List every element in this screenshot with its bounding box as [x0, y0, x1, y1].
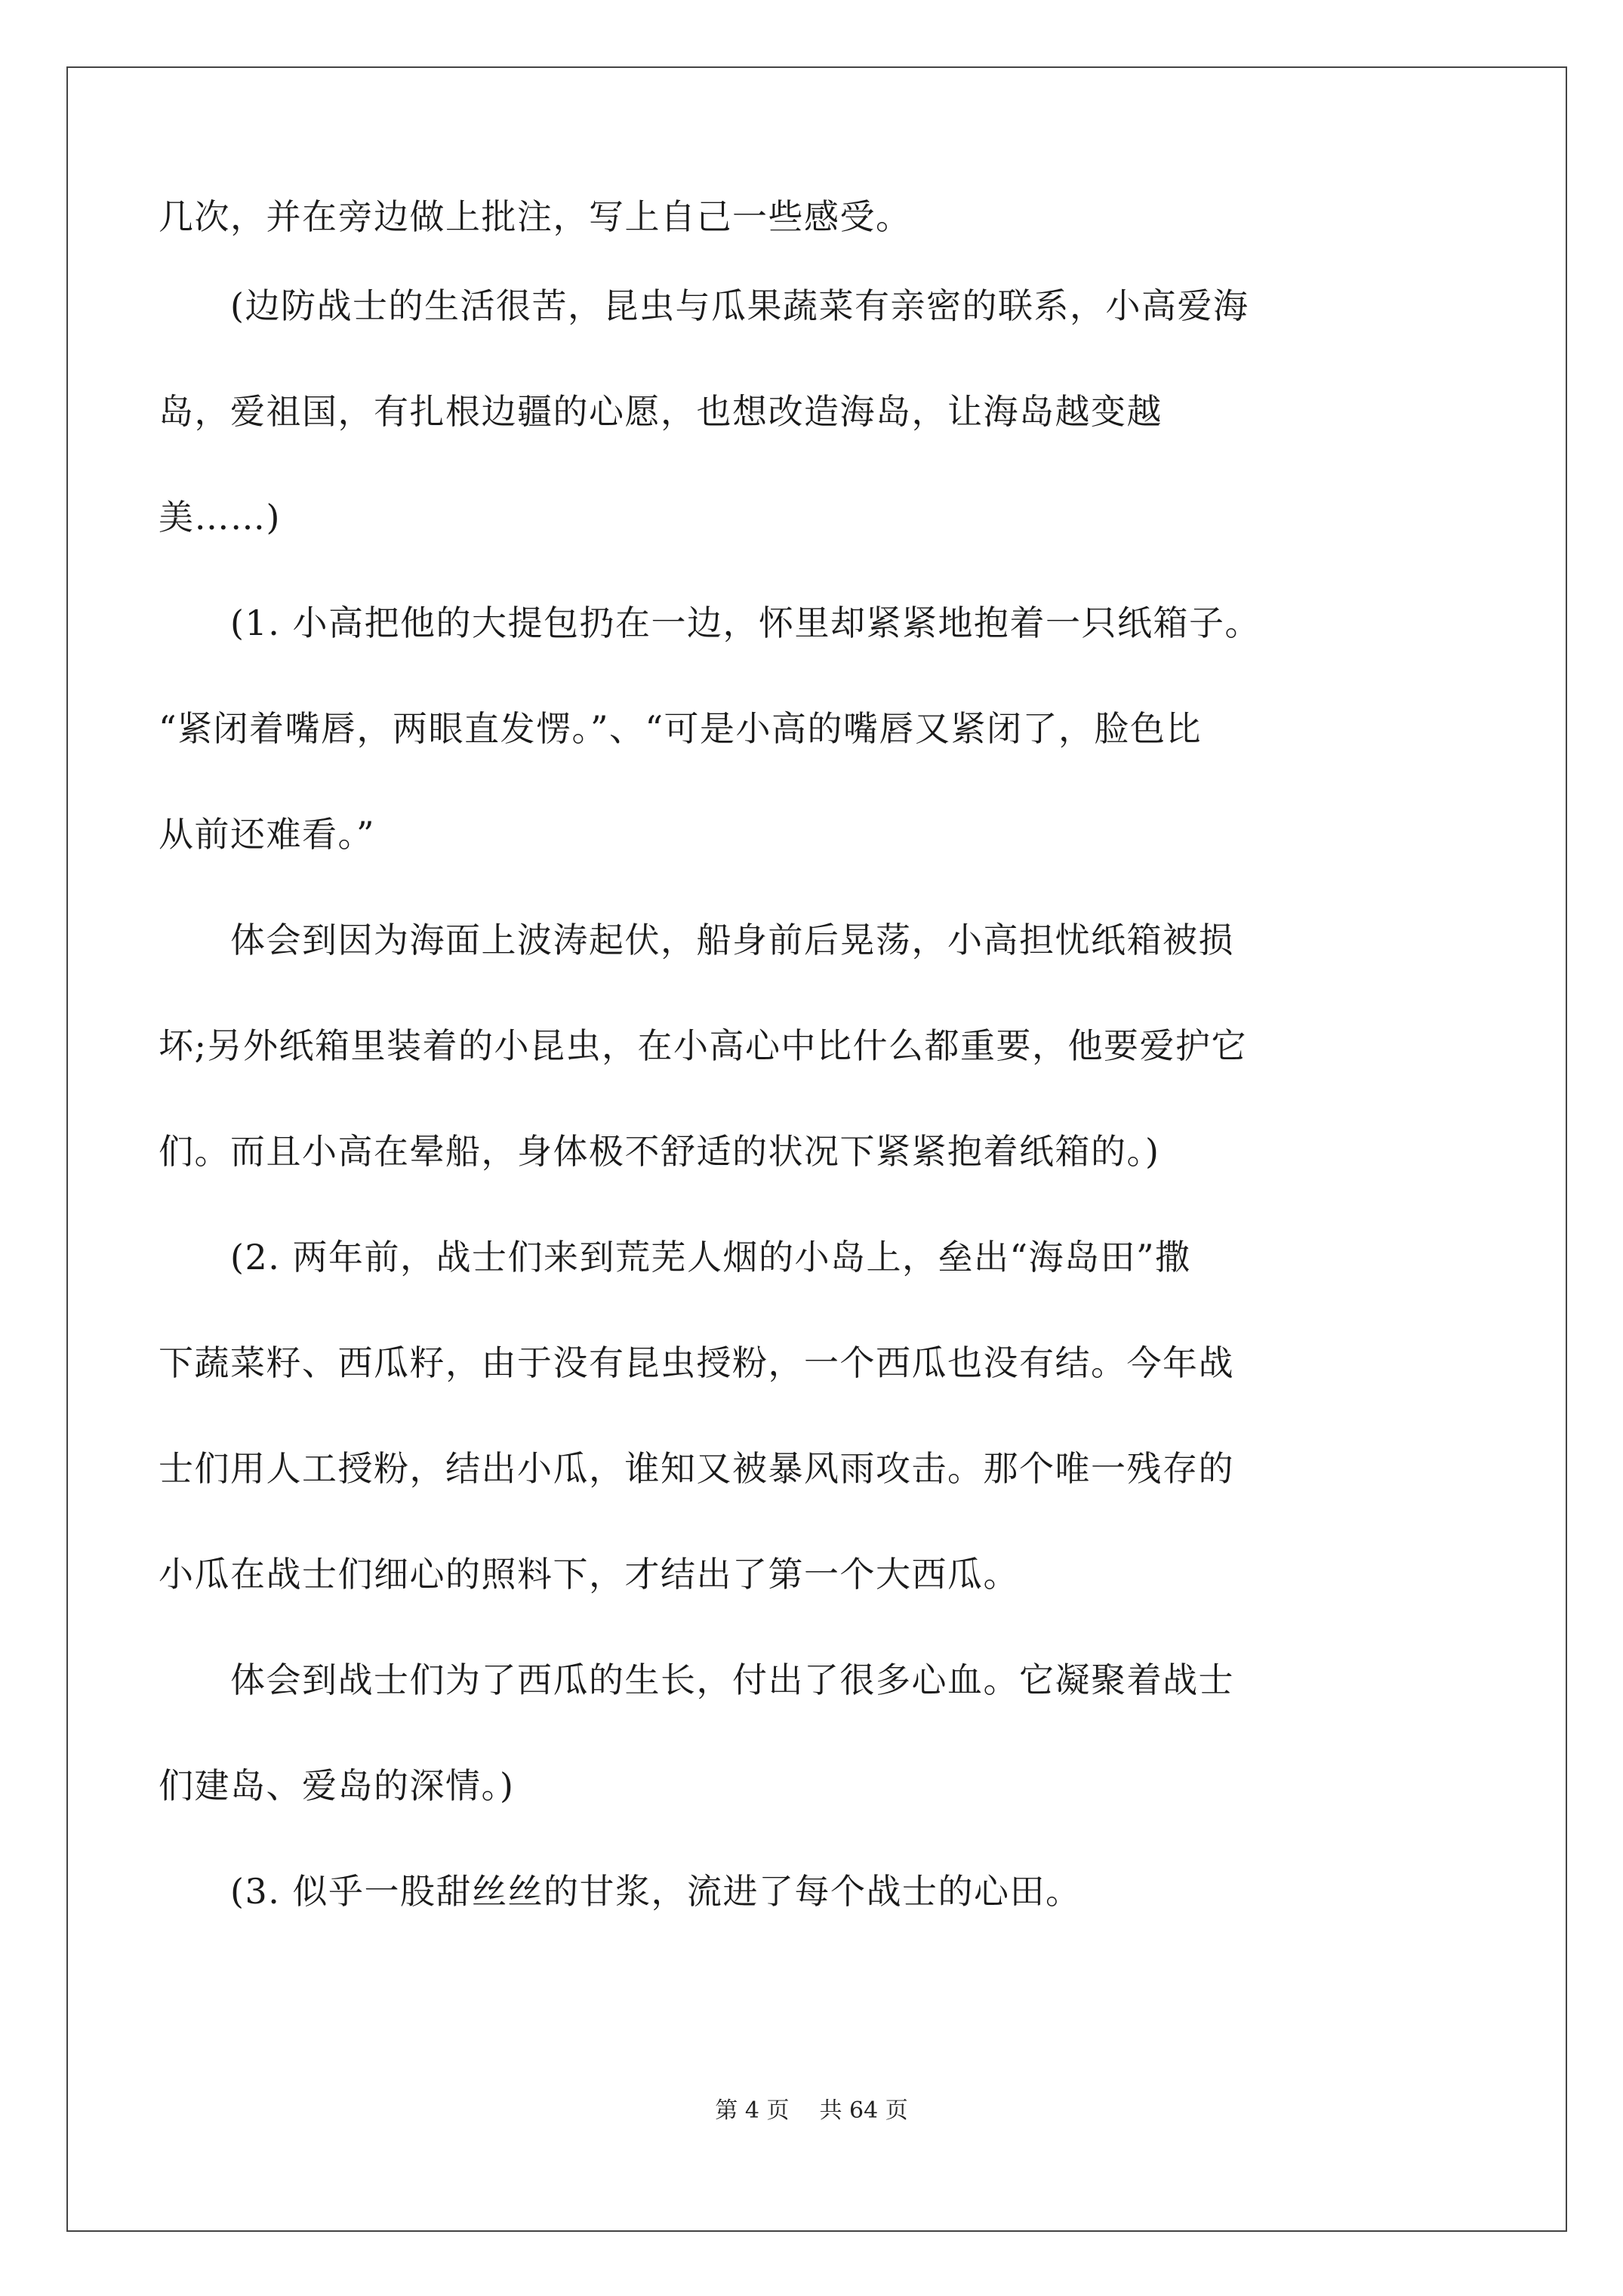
text-line-5: [159, 570, 1472, 676]
text-run: 几次，并在旁边做上批注，写上自己一些感受。: [159, 196, 912, 237]
text-run: 岛，爱祖国，有扎根边疆的心愿，也想改造海岛，让海岛越变越: [159, 391, 1163, 432]
text-run: (边防战士的生活很苦，昆虫与瓜果蔬菜有亲密的联系，小高爱海: [159, 285, 1249, 326]
text-run: (1. 小高把他的大提包扔在一边，怀里却紧紧地抱着一只纸箱子。: [159, 603, 1261, 643]
text-line-1: [159, 181, 1472, 253]
text-line-3: [159, 359, 1472, 464]
text-run: 下蔬菜籽、西瓜籽，由于没有昆虫授粉，一个西瓜也没有结。今年战: [159, 1342, 1234, 1383]
text-line-4: [159, 464, 1472, 570]
text-line-16: [159, 1733, 1472, 1838]
text-run: 体会到因为海面上波涛起伏，船身前后晃荡，小高担忧纸箱被损: [159, 920, 1234, 960]
text-line-11: [159, 1204, 1472, 1310]
text-line-7: [159, 781, 1472, 887]
text-run: 体会到战士们为了西瓜的生长，付出了很多心血。它凝聚着战士: [159, 1660, 1234, 1700]
text-line-12: [159, 1310, 1472, 1416]
document-body: [159, 181, 1472, 1944]
text-run: “紧闭着嘴唇，两眼直发愣。”、“可是小高的嘴唇又紧闭了，脸色比: [159, 708, 1203, 749]
text-line-6: [159, 676, 1472, 781]
text-line-8: [159, 887, 1472, 993]
text-line-15: [159, 1627, 1472, 1733]
text-run: 士们用人工授粉，结出小瓜，谁知又被暴风雨攻击。那个唯一残存的: [159, 1448, 1234, 1489]
text-run: (3. 似乎一股甜丝丝的甘浆，流进了每个战士的心田。: [159, 1871, 1082, 1912]
page-total: 共 64 页: [819, 2097, 908, 2124]
text-run: 坏;另外纸箱里装着的小昆虫，在小高心中比什么都重要，他要爱护它: [159, 1025, 1247, 1066]
text-line-14: [159, 1521, 1472, 1627]
text-run: 小瓜在战士们细心的照料下，才结出了第一个大西瓜。: [159, 1554, 1019, 1595]
text-run: 从前还难看。”: [159, 814, 376, 855]
text-line-10: [159, 1099, 1472, 1204]
text-run: (2. 两年前，战士们来到荒芜人烟的小岛上，垒出“海岛田”撒: [159, 1237, 1191, 1277]
text-run: 美……): [159, 497, 281, 538]
text-run: 们建岛、爱岛的深情。): [159, 1765, 515, 1806]
text-line-13: [159, 1416, 1472, 1521]
text-run: 们。而且小高在晕船，身体极不舒适的状况下紧紧抱着纸箱的。): [159, 1131, 1160, 1172]
page-footer: [0, 2091, 1623, 2125]
text-line-17: [159, 1838, 1472, 1944]
text-line-2: [159, 253, 1472, 359]
page-number: 第 4 页: [715, 2097, 790, 2124]
text-line-9: [159, 993, 1472, 1099]
